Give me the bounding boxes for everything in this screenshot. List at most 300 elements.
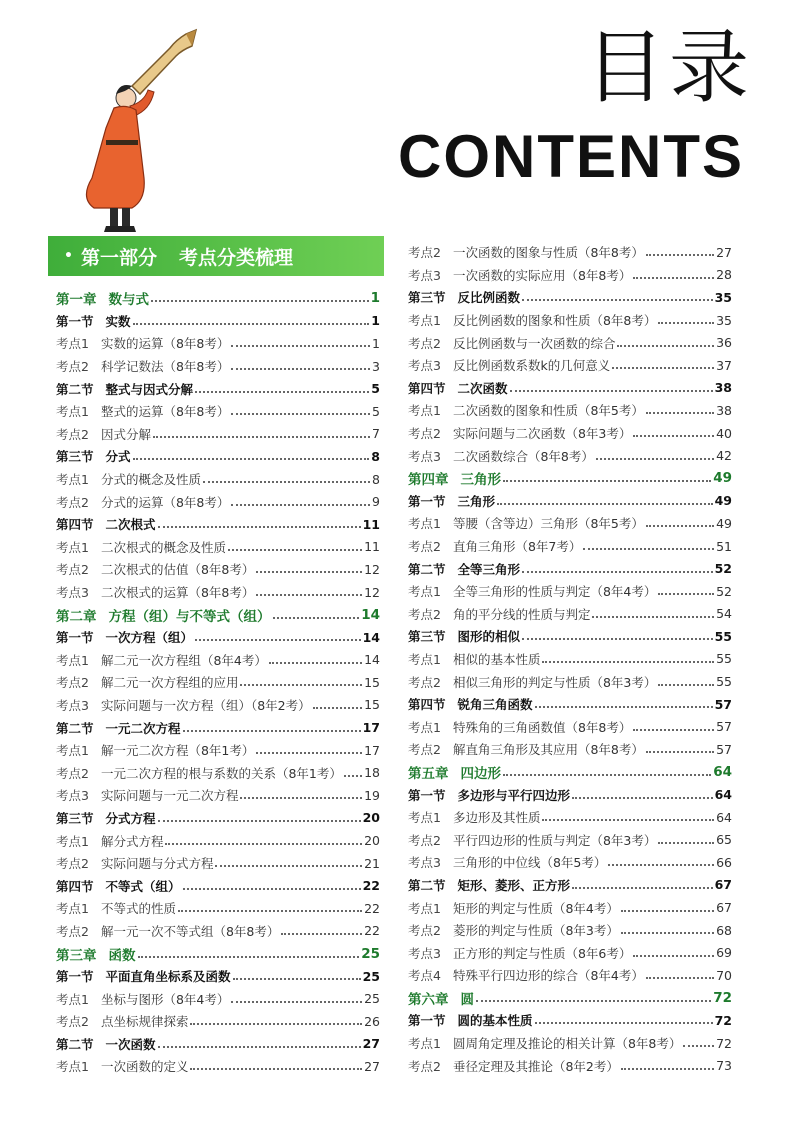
toc-entry-prefix: 考点3 [408, 358, 441, 374]
toc-point-entry[interactable] [56, 581, 380, 604]
toc-entry-label: 实际问题与二次函数（8年3考） [452, 426, 632, 442]
toc-entry-label: 解直角三角形及其应用（8年8考） [452, 742, 644, 758]
dot-leader [612, 367, 714, 369]
toc-entry-label: 因式分解 [100, 426, 151, 442]
toc-entry-page: 67 [714, 877, 732, 893]
dot-leader [190, 1023, 362, 1025]
toc-entry-page: 8 [372, 471, 380, 487]
part-prefix: 第一部分 [80, 246, 157, 269]
toc-section-entry[interactable] [408, 377, 732, 400]
toc-entry-label: 一次方程（组） [105, 630, 194, 646]
toc-entry-page: 17 [364, 742, 380, 758]
toc-point-entry[interactable] [408, 512, 732, 535]
toc-section-entry[interactable] [408, 625, 732, 648]
toc-entry-label: 解二元一次方程组的应用 [100, 675, 239, 691]
toc-entry-prefix: 考点2 [56, 494, 89, 510]
dot-leader [503, 774, 711, 776]
toc-entry-label: 一次函数的图象与性质（8年8考） [452, 245, 644, 261]
toc-chapter-entry[interactable] [56, 603, 380, 626]
toc-section-entry[interactable] [56, 513, 380, 536]
toc-entry-prefix: 考点2 [56, 562, 89, 578]
toc-entry-prefix: 第四节 [56, 878, 94, 894]
toc-entry-page: 12 [364, 561, 380, 577]
toc-entry-page: 38 [714, 380, 732, 396]
dot-leader [231, 504, 370, 506]
toc-point-entry[interactable] [408, 896, 732, 919]
toc-entry-page: 55 [714, 628, 732, 644]
toc-entry-label: 二次根式的估值（8年8考） [100, 562, 255, 578]
toc-entry-prefix: 考点3 [56, 697, 89, 713]
toc-entry-label: 实际问题与一元二次方程 [100, 788, 239, 804]
toc-point-entry[interactable] [408, 1054, 732, 1077]
toc-entry-page: 55 [716, 674, 732, 690]
toc-point-entry[interactable] [408, 309, 732, 332]
toc-entry-page: 65 [716, 832, 732, 848]
toc-point-entry[interactable] [56, 829, 380, 852]
toc-entry-prefix: 第一节 [408, 787, 446, 803]
dot-leader [646, 977, 714, 979]
dot-leader [183, 730, 361, 732]
toc-entry-prefix: 考点3 [408, 267, 441, 283]
toc-entry-page: 12 [364, 584, 380, 600]
dot-leader [633, 277, 714, 279]
toc-entry-page: 19 [364, 787, 380, 803]
toc-point-entry[interactable] [56, 400, 380, 423]
toc-entry-label: 函数 [108, 947, 136, 964]
dot-leader [542, 819, 714, 821]
toc-entry-page: 70 [716, 967, 732, 983]
toc-point-entry[interactable] [408, 241, 732, 264]
toc-entry-prefix: 考点1 [56, 743, 89, 759]
toc-entry-prefix: 考点1 [56, 472, 89, 488]
toc-entry-prefix: 考点1 [408, 719, 441, 735]
toc-point-entry[interactable] [408, 535, 732, 558]
toc-entry-label: 一元二次方程的根与系数的关系（8年1考） [100, 765, 342, 781]
toc-entry-label: 垂径定理及其推论（8年2考） [452, 1058, 619, 1074]
toc-entry-label: 反比例函数系数k的几何意义 [452, 358, 611, 374]
toc-point-entry[interactable] [56, 423, 380, 446]
toc-entry-label: 整式与因式分解 [105, 381, 194, 397]
dot-leader [683, 1045, 714, 1047]
toc-entry-prefix: 第一节 [56, 630, 94, 646]
toc-entry-label: 三角形 [457, 493, 496, 509]
dot-leader [621, 932, 714, 934]
toc-section-entry[interactable] [408, 783, 732, 806]
toc-entry-page: 64 [716, 809, 732, 825]
toc-entry-page: 14 [361, 606, 380, 623]
toc-entry-page: 17 [362, 720, 380, 736]
toc-entry-prefix: 第二节 [56, 720, 94, 736]
dot-leader [596, 458, 714, 460]
toc-entry-page: 14 [362, 629, 380, 645]
dot-leader [158, 526, 361, 528]
toc-section-entry[interactable] [56, 445, 380, 468]
toc-entry-label: 平行四边形的性质与判定（8年3考） [452, 832, 657, 848]
toc-entry-prefix: 考点3 [56, 585, 89, 601]
toc-entry-page: 55 [716, 651, 732, 667]
dot-leader [633, 729, 714, 731]
toc-entry-label: 锐角三角函数 [457, 697, 533, 713]
toc-entry-prefix: 第四章 [408, 472, 449, 489]
toc-entry-page: 20 [362, 810, 380, 826]
dot-leader [646, 525, 714, 527]
toc-entry-prefix: 考点1 [56, 404, 89, 420]
toc-entry-prefix: 考点2 [56, 359, 89, 375]
toc-entry-prefix: 考点2 [408, 426, 441, 442]
toc-point-entry[interactable] [56, 1010, 380, 1033]
toc-entry-page: 3 [372, 358, 380, 374]
toc-entry-label: 一元二次方程 [105, 720, 181, 736]
toc-entry-label: 等腰（含等边）三角形（8年5考） [452, 516, 644, 532]
toc-section-entry[interactable] [56, 965, 380, 988]
dot-leader [542, 661, 714, 663]
toc-entry-page: 9 [372, 494, 380, 510]
toc-point-entry[interactable] [408, 715, 732, 738]
dot-leader [158, 1046, 361, 1048]
dot-leader [522, 638, 713, 640]
toc-entry-page: 22 [364, 923, 380, 939]
toc-point-entry[interactable] [56, 784, 380, 807]
dot-leader [165, 843, 362, 845]
dot-leader [522, 299, 713, 301]
toc-point-entry[interactable] [408, 399, 732, 422]
toc-chapter-entry[interactable] [56, 287, 380, 310]
toc-entry-label: 四边形 [460, 765, 501, 782]
toc-entry-prefix: 考点1 [56, 1059, 89, 1075]
toc-left-column [56, 287, 380, 1078]
dot-leader [269, 662, 362, 664]
toc-entry-label: 特殊平行四边形的综合（8年4考） [452, 968, 644, 984]
toc-section-entry[interactable] [56, 1033, 380, 1056]
toc-entry-label: 二次根式 [105, 517, 156, 533]
toc-entry-prefix: 考点2 [408, 923, 441, 939]
toc-entry-label: 实数的运算（8年8考） [100, 336, 230, 352]
toc-entry-page: 49 [713, 470, 732, 487]
toc-entry-page: 14 [364, 652, 380, 668]
toc-point-entry[interactable] [408, 648, 732, 671]
toc-entry-label: 二次函数综合（8年8考） [452, 448, 594, 464]
toc-entry-prefix: 第二节 [56, 381, 94, 397]
toc-entry-label: 反比例函数的图象和性质（8年8考） [452, 313, 657, 329]
toc-entry-prefix: 第四节 [56, 517, 94, 533]
dot-leader [633, 955, 714, 957]
toc-point-entry[interactable] [56, 987, 380, 1010]
toc-entry-page: 27 [362, 1036, 380, 1052]
toc-point-entry[interactable] [56, 671, 380, 694]
toc-entry-page: 51 [716, 538, 732, 554]
toc-entry-page: 15 [364, 697, 380, 713]
toc-entry-page: 67 [716, 900, 732, 916]
dot-leader [133, 458, 370, 460]
dot-leader [178, 910, 362, 912]
toc-entry-label: 平面直角坐标系及函数 [105, 969, 231, 985]
dot-leader [621, 910, 714, 912]
dot-leader [190, 1068, 362, 1070]
dot-leader [256, 571, 362, 573]
toc-entry-label: 二次函数 [457, 380, 508, 396]
toc-entry-page: 11 [362, 516, 380, 532]
toc-point-entry[interactable] [408, 806, 732, 829]
toc-point-entry[interactable] [56, 920, 380, 943]
toc-entry-page: 72 [716, 1035, 732, 1051]
dot-leader [228, 549, 362, 551]
toc-entry-label: 矩形、菱形、正方形 [457, 877, 571, 893]
toc-entry-prefix: 考点2 [56, 426, 89, 442]
toc-point-entry[interactable] [56, 536, 380, 559]
toc-entry-label: 特殊角的三角函数值（8年8考） [452, 719, 632, 735]
dot-leader [231, 368, 370, 370]
toc-entry-label: 三角形的中位线（8年5考） [452, 855, 607, 871]
dot-leader [476, 1000, 711, 1002]
toc-entry-page: 27 [364, 1058, 380, 1074]
dot-leader [510, 390, 713, 392]
toc-entry-label: 不等式（组） [105, 878, 181, 894]
toc-entry-prefix: 第二节 [56, 1036, 94, 1052]
toc-entry-label: 一次函数 [105, 1036, 156, 1052]
toc-entry-page: 27 [716, 244, 732, 260]
toc-entry-prefix: 第一章 [56, 292, 97, 309]
toc-section-entry[interactable] [56, 626, 380, 649]
toc-entry-prefix: 考点3 [408, 945, 441, 961]
toc-point-entry[interactable] [56, 332, 380, 355]
toc-entry-page: 22 [364, 900, 380, 916]
page-title-en: CONTENTS [398, 123, 744, 190]
toc-point-entry[interactable] [56, 649, 380, 672]
dot-leader [621, 1068, 714, 1070]
toc-entry-page: 25 [364, 991, 380, 1007]
toc-entry-page: 57 [716, 741, 732, 757]
toc-point-entry[interactable] [56, 558, 380, 581]
dot-leader [646, 751, 714, 753]
toc-point-entry[interactable] [56, 761, 380, 784]
toc-section-entry[interactable] [408, 490, 732, 513]
toc-section-entry[interactable] [408, 557, 732, 580]
toc-point-entry[interactable] [408, 828, 732, 851]
toc-chapter-entry[interactable] [408, 987, 732, 1010]
toc-entry-prefix: 考点1 [56, 652, 89, 668]
toc-entry-page: 22 [362, 878, 380, 894]
toc-entry-label: 一次函数的定义 [100, 1059, 189, 1075]
dot-leader [658, 593, 714, 595]
toc-entry-prefix: 考点1 [408, 900, 441, 916]
toc-entry-prefix: 第一节 [56, 969, 94, 985]
toc-entry-prefix: 考点1 [56, 901, 89, 917]
toc-point-entry[interactable] [408, 964, 732, 987]
toc-point-entry[interactable] [56, 694, 380, 717]
toc-section-entry[interactable] [56, 874, 380, 897]
dot-leader [313, 707, 362, 709]
toc-entry-label: 相似三角形的判定与性质（8年3考） [452, 674, 657, 690]
toc-entry-page: 37 [716, 357, 732, 373]
toc-point-entry[interactable] [56, 468, 380, 491]
dot-leader [658, 842, 714, 844]
toc-entry-prefix: 考点2 [56, 923, 89, 939]
toc-entry-page: 66 [716, 854, 732, 870]
toc-entry-label: 分式的概念及性质 [100, 472, 201, 488]
toc-section-entry[interactable] [56, 377, 380, 400]
toc-point-entry[interactable] [408, 580, 732, 603]
toc-entry-label: 反比例函数与一次函数的综合 [452, 335, 616, 351]
toc-entry-prefix: 第一节 [408, 1013, 446, 1029]
toc-point-entry[interactable] [408, 354, 732, 377]
toc-chapter-entry[interactable] [56, 942, 380, 965]
toc-entry-page: 25 [362, 968, 380, 984]
toc-section-entry[interactable] [56, 807, 380, 830]
dot-leader [658, 684, 714, 686]
toc-point-entry[interactable] [408, 422, 732, 445]
toc-entry-prefix: 考点2 [408, 539, 441, 555]
toc-entry-label: 分式 [105, 449, 131, 465]
toc-entry-page: 52 [714, 561, 732, 577]
toc-point-entry[interactable] [408, 1032, 732, 1055]
toc-entry-prefix: 考点4 [408, 968, 441, 984]
dot-leader [195, 391, 369, 393]
toc-chapter-entry[interactable] [408, 761, 732, 784]
toc-point-entry[interactable] [408, 670, 732, 693]
dot-leader [151, 300, 369, 302]
toc-entry-page: 1 [371, 313, 380, 329]
toc-entry-prefix: 第二章 [56, 608, 97, 625]
dot-leader [503, 480, 711, 482]
toc-entry-page: 25 [361, 945, 380, 962]
toc-entry-page: 38 [716, 402, 732, 418]
toc-entry-prefix: 考点1 [56, 336, 89, 352]
toc-entry-prefix: 考点1 [408, 651, 441, 667]
toc-entry-prefix: 考点2 [408, 742, 441, 758]
toc-entry-label: 科学记数法（8年8考） [100, 359, 230, 375]
toc-entry-label: 一次函数的实际应用（8年8考） [452, 267, 632, 283]
toc-entry-page: 69 [716, 945, 732, 961]
dot-leader [203, 481, 370, 483]
toc-entry-page: 40 [716, 425, 732, 441]
toc-entry-label: 方程（组）与不等式（组） [108, 608, 271, 625]
toc-entry-prefix: 考点2 [408, 335, 441, 351]
toc-entry-page: 35 [714, 289, 732, 305]
toc-entry-prefix: 第二节 [408, 561, 446, 577]
toc-point-entry[interactable] [408, 738, 732, 761]
dot-leader [183, 888, 361, 890]
toc-point-entry[interactable] [408, 331, 732, 354]
toc-point-entry[interactable] [408, 919, 732, 942]
toc-section-entry[interactable] [408, 693, 732, 716]
dot-leader [497, 503, 713, 505]
dot-leader [158, 820, 361, 822]
toc-entry-prefix: 第六章 [408, 991, 449, 1008]
toc-entry-label: 实数 [105, 313, 131, 329]
toc-entry-prefix: 第一节 [56, 313, 94, 329]
toc-entry-label: 角的平分线的性质与判定 [452, 606, 591, 622]
toc-chapter-entry[interactable] [408, 467, 732, 490]
dot-leader [240, 684, 362, 686]
toc-entry-page: 64 [713, 763, 732, 780]
toc-entry-label: 矩形的判定与性质（8年4考） [452, 900, 619, 916]
dot-leader [231, 345, 370, 347]
toc-entry-page: 64 [714, 787, 732, 803]
dot-leader [344, 775, 362, 777]
toc-entry-label: 反比例函数 [457, 290, 521, 306]
toc-entry-prefix: 考点2 [408, 674, 441, 690]
dot-leader [231, 413, 370, 415]
toc-entry-prefix: 考点1 [56, 833, 89, 849]
toc-entry-label: 三角形 [460, 472, 501, 489]
dot-leader [572, 887, 713, 889]
toc-entry-prefix: 考点1 [56, 991, 89, 1007]
toc-entry-prefix: 考点2 [408, 1058, 441, 1074]
toc-point-entry[interactable] [56, 852, 380, 875]
toc-entry-prefix: 考点1 [56, 539, 89, 555]
toc-entry-page: 8 [371, 448, 380, 464]
toc-entry-prefix: 考点2 [408, 832, 441, 848]
toc-point-entry[interactable] [56, 355, 380, 378]
part-label: 考点分类梳理 [178, 246, 293, 269]
toc-entry-prefix: 第三节 [408, 290, 446, 306]
dot-leader [535, 1022, 713, 1024]
toc-entry-page: 7 [372, 426, 380, 442]
toc-point-entry[interactable] [408, 264, 732, 287]
toc-entry-page: 35 [716, 312, 732, 328]
toc-point-entry[interactable] [56, 897, 380, 920]
toc-section-entry[interactable] [56, 310, 380, 333]
toc-entry-prefix: 第四节 [408, 380, 446, 396]
toc-entry-page: 21 [364, 855, 380, 871]
toc-entry-page: 57 [716, 719, 732, 735]
dot-leader [646, 412, 714, 414]
toc-section-entry[interactable] [408, 286, 732, 309]
dot-leader [138, 956, 360, 958]
toc-entry-prefix: 第三章 [56, 947, 97, 964]
toc-point-entry[interactable] [408, 603, 732, 626]
toc-point-entry[interactable] [56, 490, 380, 513]
dot-leader [583, 548, 714, 550]
toc-entry-prefix: 第二节 [408, 877, 446, 893]
toc-entry-prefix: 考点2 [408, 606, 441, 622]
toc-entry-label: 坐标与图形（8年4考） [100, 991, 230, 1007]
dot-leader [273, 617, 360, 619]
toc-entry-prefix: 考点2 [56, 675, 89, 691]
toc-point-entry[interactable] [56, 739, 380, 762]
toc-point-entry[interactable] [56, 1055, 380, 1078]
toc-entry-label: 解一元二次方程（8年1考） [100, 743, 255, 759]
dot-leader [195, 639, 361, 641]
toc-entry-label: 数与式 [108, 292, 149, 309]
toc-entry-page: 73 [716, 1058, 732, 1074]
toc-entry-prefix: 第三节 [56, 810, 94, 826]
toc-entry-page: 28 [716, 267, 732, 283]
toc-entry-label: 解一元一次不等式组（8年8考） [100, 923, 280, 939]
dot-leader [572, 797, 713, 799]
dot-leader [646, 254, 714, 256]
toc-point-entry[interactable] [408, 444, 732, 467]
toc-section-entry[interactable] [408, 1009, 732, 1032]
toc-point-entry[interactable] [408, 941, 732, 964]
toc-entry-prefix: 考点1 [408, 403, 441, 419]
toc-entry-prefix: 第三节 [408, 629, 446, 645]
toc-entry-label: 圆周角定理及推论的相关计算（8年8考） [452, 1036, 682, 1052]
toc-entry-label: 实际问题与分式方程 [100, 856, 214, 872]
toc-entry-label: 相似的基本性质 [452, 651, 541, 667]
toc-entry-page: 49 [716, 515, 732, 531]
toc-point-entry[interactable] [408, 851, 732, 874]
toc-entry-label: 二次根式的概念及性质 [100, 539, 226, 555]
dot-leader [240, 797, 362, 799]
toc-entry-prefix: 考点2 [56, 765, 89, 781]
toc-section-entry[interactable] [56, 716, 380, 739]
dot-leader [153, 436, 370, 438]
toc-section-entry[interactable] [408, 874, 732, 897]
toc-entry-page: 72 [713, 989, 732, 1006]
toc-entry-label: 多边形及其性质 [452, 810, 541, 826]
toc-entry-label: 解分式方程 [100, 833, 164, 849]
